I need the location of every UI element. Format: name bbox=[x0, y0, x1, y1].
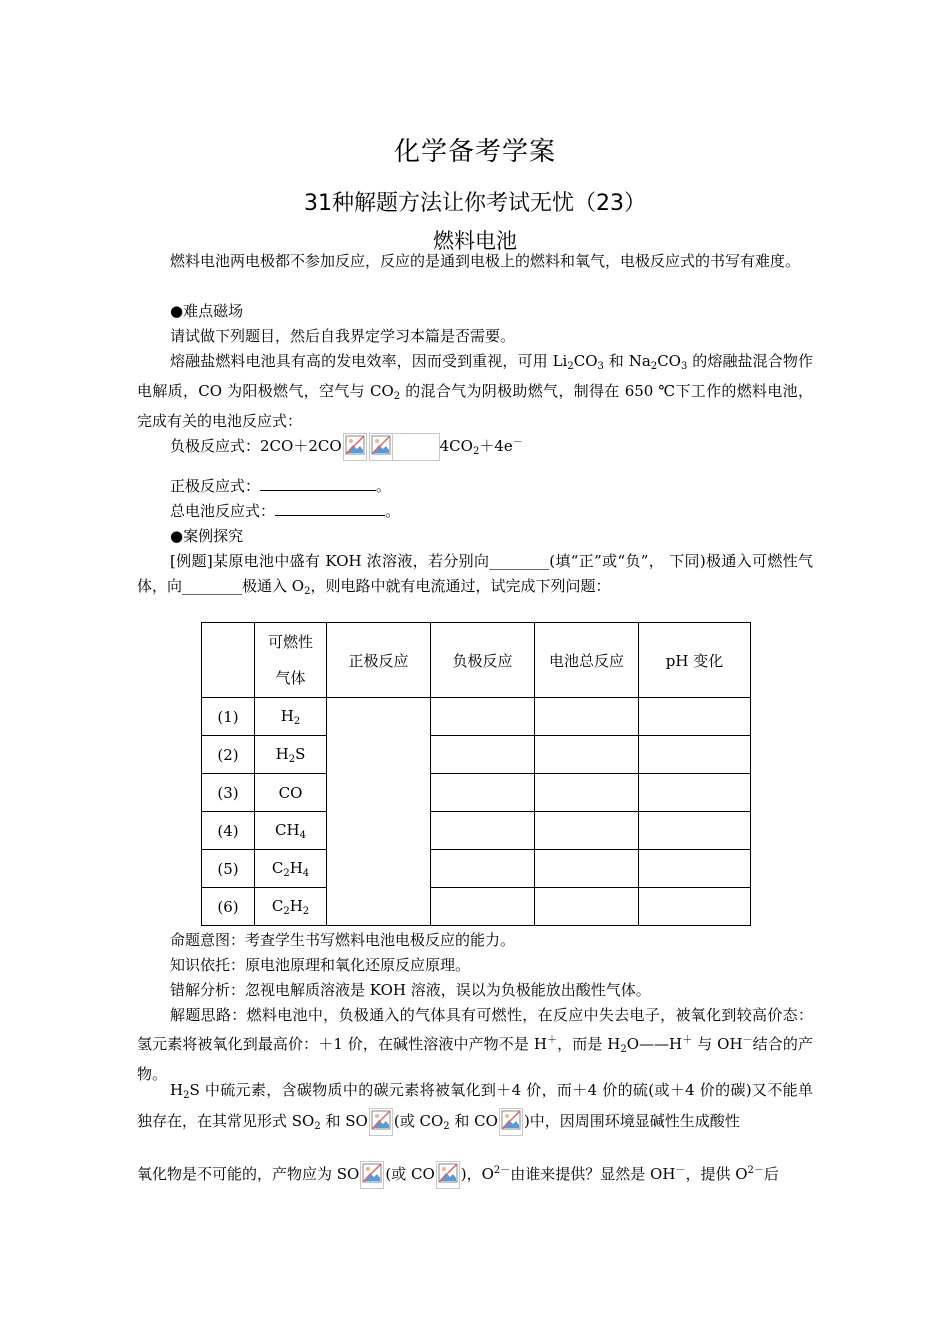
gas-cell: $H_2S$ bbox=[255, 736, 327, 774]
intro-paragraph: 燃料电池两电极都不参加反应，反应的是通到电极上的燃料和氧气，电极反应式的书写有难度。 bbox=[170, 252, 801, 270]
solution-idea: 解题思路：燃料电池中，负极通入的气体具有可燃性，在反应中失去电子，被氧化到较高价态：氢元素将被氧化到最高价：＋1 价，在碱性溶液中产物不是 H＋，而是 $H_2O——H^+$ 与 OH－结合的产物。 bbox=[137, 1006, 813, 1083]
answer-cell[interactable] bbox=[535, 812, 639, 850]
gas-cell: $C_2H_2$ bbox=[255, 888, 327, 926]
question-intent: 命题意图：考查学生书写燃料电池电极反应的能力。 bbox=[170, 931, 516, 949]
negative-electrode-equation: 负极反应式：2CO＋2CO $4CO_2+4e^-$ bbox=[137, 428, 813, 467]
gas-cell: $C_2H_4$ bbox=[255, 850, 327, 888]
image-placeholder bbox=[392, 433, 440, 461]
page-subtitle: 31种解题方法让你考试无忧（23） bbox=[304, 191, 646, 216]
answer-cell[interactable] bbox=[639, 736, 751, 774]
answer-cell[interactable] bbox=[639, 812, 751, 850]
gas-cell: $CH_4$ bbox=[255, 812, 327, 850]
broken-image-icon bbox=[436, 1161, 460, 1189]
answer-cell[interactable] bbox=[639, 850, 751, 888]
total-cell-equation: 总电池反应式： 。 bbox=[170, 502, 401, 520]
answer-cell[interactable] bbox=[639, 698, 751, 736]
answer-blank[interactable] bbox=[260, 476, 376, 491]
table-row bbox=[202, 850, 751, 888]
answer-cell[interactable] bbox=[535, 888, 639, 926]
answer-cell[interactable] bbox=[639, 888, 751, 926]
problem-paragraph: 熔融盐燃料电池具有高的发电效率，因而受到重视，可用 $Li_2CO_3$ 和 $Na_2CO_3$ 的熔融盐混合物作电解质，CO 为阳极燃气，空气与 $CO_2$ 的混合气为阴极助燃气，制得在 650 ℃下工作的燃料电池，完成有关的电池反应式： bbox=[137, 352, 813, 430]
table-row bbox=[202, 812, 751, 850]
answer-cell[interactable] bbox=[431, 774, 535, 812]
section-heading-difficulty: ●难点磁场 bbox=[170, 302, 244, 320]
answer-cell[interactable] bbox=[535, 850, 639, 888]
row-number: (1) bbox=[202, 698, 255, 736]
answer-cell[interactable] bbox=[535, 774, 639, 812]
table-header-cell: 正极反应 bbox=[327, 623, 431, 698]
row-number: (5) bbox=[202, 850, 255, 888]
row-number: (6) bbox=[202, 888, 255, 926]
positive-reaction-cell[interactable] bbox=[327, 698, 431, 926]
broken-image-icon bbox=[369, 433, 393, 461]
example-problem: [例题]某原电池中盛有 KOH 浓溶液，若分别向________(填“正”或“负”， 下同)极通入可燃性气体，向________极通入 $O_2$，则电路中就有电流通过，试完成下列问题： bbox=[137, 552, 813, 597]
topic-heading: 燃料电池 bbox=[433, 229, 517, 253]
answer-cell[interactable] bbox=[431, 888, 535, 926]
table-row bbox=[202, 736, 751, 774]
broken-image-icon bbox=[360, 1161, 384, 1189]
answer-cell[interactable] bbox=[431, 850, 535, 888]
table-header-cell: 可燃性 气体 bbox=[255, 623, 327, 698]
positive-electrode-equation: 正极反应式： 。 bbox=[170, 477, 392, 495]
broken-image-icon bbox=[343, 433, 367, 461]
answer-blank[interactable] bbox=[275, 501, 385, 516]
table-row bbox=[202, 888, 751, 926]
row-number: (2) bbox=[202, 736, 255, 774]
gas-cell: $H_2$ bbox=[255, 698, 327, 736]
fuel-cell-table bbox=[201, 622, 751, 926]
answer-cell[interactable] bbox=[535, 698, 639, 736]
row-number: (4) bbox=[202, 812, 255, 850]
gas-cell: CO bbox=[255, 774, 327, 812]
table-header-cell: 负极反应 bbox=[431, 623, 535, 698]
answer-cell[interactable] bbox=[535, 736, 639, 774]
section-heading-case: ●案例探究 bbox=[170, 527, 244, 545]
answer-cell[interactable] bbox=[431, 812, 535, 850]
error-analysis: 错解分析：忽视电解质溶液是 KOH 溶液，误以为负极能放出酸性气体。 bbox=[170, 981, 651, 999]
answer-cell[interactable] bbox=[431, 698, 535, 736]
product-paragraph: 氧化物是不可能的，产物应为 SO (或 CO )，$O^{2-}$由谁来提供？显然是 OH－，提供 $O^{2-}$后 bbox=[137, 1158, 813, 1189]
table-row bbox=[202, 698, 751, 736]
table-header-cell bbox=[202, 623, 255, 698]
broken-image-icon bbox=[499, 1108, 523, 1136]
answer-cell[interactable] bbox=[431, 736, 535, 774]
table-header-cell: 电池总反应 bbox=[535, 623, 639, 698]
instruction-text: 请试做下列题目，然后自我界定学习本篇是否需要。 bbox=[170, 327, 516, 345]
table-header-cell: pH 变化 bbox=[639, 623, 751, 698]
knowledge-basis: 知识依托：原电池原理和氧化还原反应原理。 bbox=[170, 956, 471, 974]
answer-cell[interactable] bbox=[639, 774, 751, 812]
page-title: 化学备考学案 bbox=[393, 137, 556, 167]
table-row bbox=[202, 774, 751, 812]
row-number: (3) bbox=[202, 774, 255, 812]
broken-image-icon bbox=[369, 1108, 393, 1136]
table-header-row bbox=[202, 623, 751, 698]
sulfur-carbon-paragraph: $H_2S$ 中硫元素，含碳物质中的碳元素将被氧化到＋4 价，而＋4 价的硫(或＋4 价的碳)又不能单独存在，在其常见形式 $SO_2$ 和 SO (或 $CO_2$ 和 CO )中，因周围环境显碱性生成酸性 bbox=[137, 1078, 813, 1139]
